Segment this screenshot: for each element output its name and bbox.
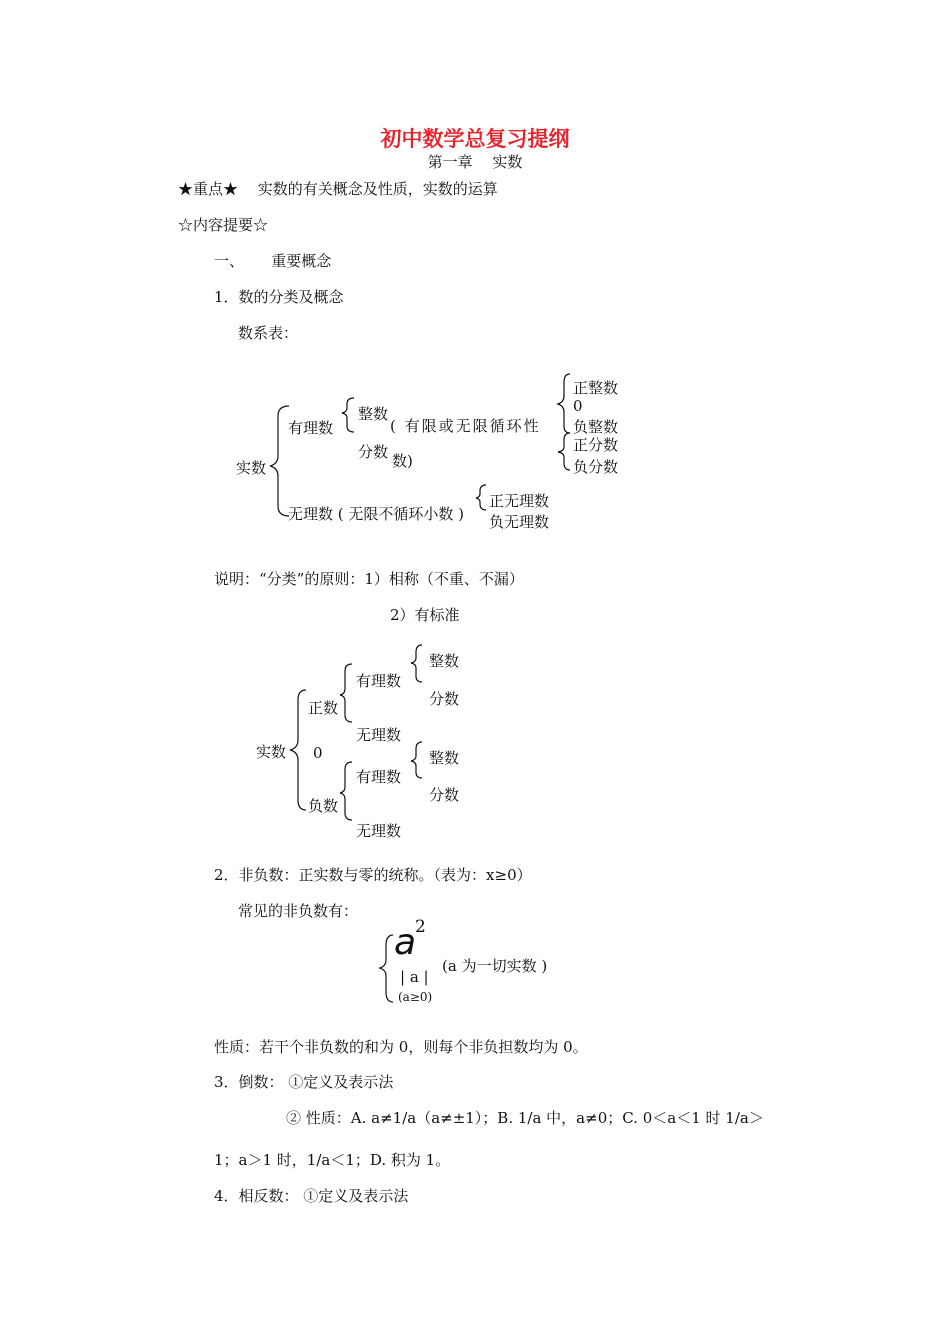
tree1-negative-integer: 负整数 (573, 418, 619, 436)
formula-note: (a 为一切实数 ) (442, 957, 548, 975)
tree1-rational: 有理数 (288, 419, 334, 437)
item-1-title: 1．数的分类及概念 (214, 288, 344, 306)
tree2-irrational-positive: 无理数 (356, 726, 402, 744)
tree2-integer-negative: 整数 (429, 749, 460, 767)
chapter-heading: 第一章 实数 (427, 153, 523, 171)
item-4-title: 4．相反数： ①定义及表示法 (214, 1187, 409, 1205)
tree1-positive-fraction: 正分数 (573, 436, 619, 454)
summary-heading: ☆内容提要☆ (178, 216, 269, 234)
item-3-title: 3．倒数： ①定义及表示法 (214, 1073, 394, 1091)
tree1-positive-integer: 正整数 (573, 379, 619, 397)
formula-absolute-value: | a | (400, 968, 429, 986)
nonnegative-property: 性质：若干个非负数的和为 0，则每个非负担数均为 0。 (214, 1038, 588, 1056)
tree2-fraction-negative: 分数 (429, 786, 460, 804)
tree1-negative-irrational: 负无理数 (489, 513, 550, 531)
tree2-zero: 0 (313, 744, 323, 762)
explanation-line-1: 说明：“分类”的原则：1）相称（不重、不漏） (214, 570, 524, 588)
tree1-fraction: 分数 (358, 443, 389, 461)
tree2-fraction-positive: 分数 (429, 690, 460, 708)
item-3-property-continued: 1；a＞1 时，1/a＜1；D. 积为 1。 (214, 1151, 451, 1169)
tree2-root-real: 实数 (256, 743, 287, 761)
formula-exponent: 2 (415, 917, 426, 937)
tree1-positive-irrational: 正无理数 (489, 492, 550, 510)
common-nonnegative-label: 常见的非负数有： (238, 902, 359, 920)
tree1-paren-text-end: 数) (392, 452, 413, 470)
tree1-negative-fraction: 负分数 (573, 458, 619, 476)
tree1-irrational: 无理数 ( 无限不循环小数 ) (288, 505, 465, 523)
tree2-rational-positive: 有理数 (356, 672, 402, 690)
document-title: 初中数学总复习提纲 (380, 126, 570, 151)
tree1-zero: 0 (573, 397, 583, 415)
tree2-irrational-negative: 无理数 (356, 822, 402, 840)
number-system-label: 数系表： (238, 324, 299, 342)
item-2-title: 2．非负数：正实数与零的统称。（表为：x≥0） (214, 866, 532, 884)
tree1-root-real: 实数 (236, 459, 267, 477)
tree2-rational-negative: 有理数 (356, 768, 402, 786)
tree2-negative: 负数 (308, 797, 339, 815)
section-heading: 一、 重要概念 (214, 252, 332, 270)
key-points: ★重点★ 实数的有关概念及性质，实数的运算 (178, 180, 498, 198)
explanation-line-2: 2）有标准 (390, 606, 460, 624)
item-3-property: ② 性质：A. a≠1/a（a≠±1）；B. 1/a 中，a≠0；C. 0＜a＜1 时 1/a＞ (286, 1109, 764, 1127)
tree2-positive: 正数 (308, 699, 339, 717)
formula-a-squared: a (394, 922, 417, 963)
tree2-integer-positive: 整数 (429, 652, 460, 670)
tree1-integer: 整数 (358, 405, 389, 423)
formula-sqrt-condition: (a≥0) (398, 990, 433, 1004)
tree1-paren-text: ( 有限或无限循环性 (390, 417, 541, 435)
